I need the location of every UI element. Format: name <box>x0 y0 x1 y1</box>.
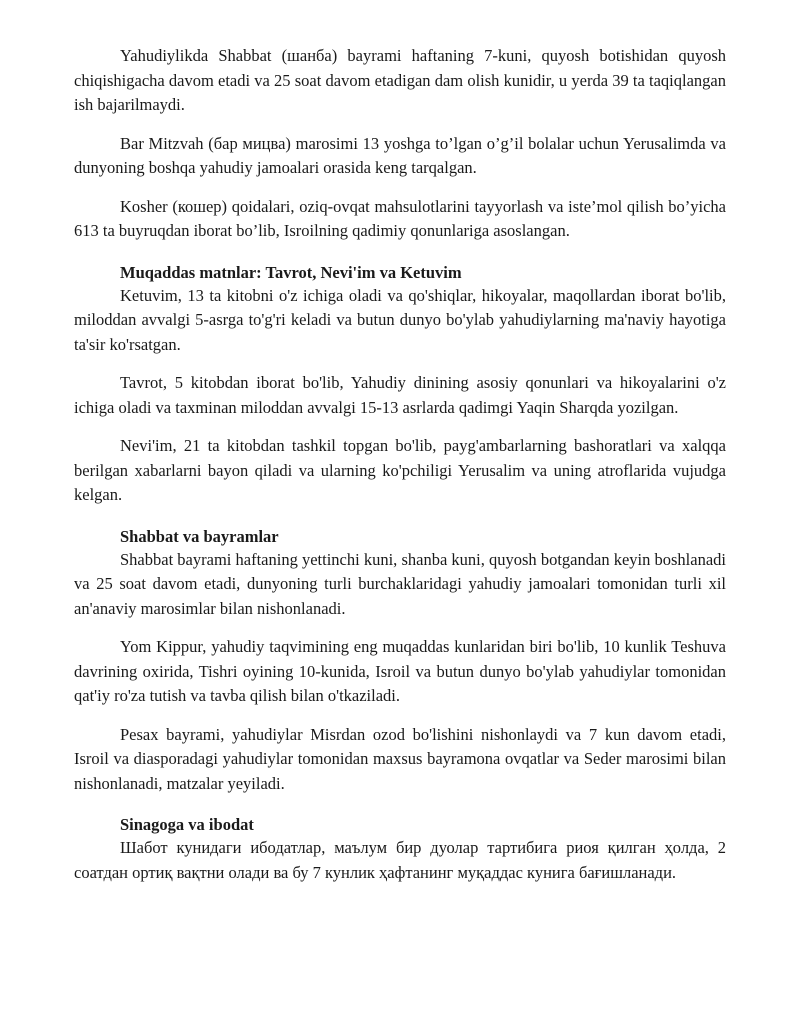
section-heading-sacred-texts: Muqaddas matnlar: Tavrot, Nevi'im va Ketuvim <box>120 262 462 282</box>
paragraph-shabbat-intro: Yahudiylikda Shabbat (шанба) bayrami haftaning 7-kuni, quyosh botishidan quyosh chiqishigacha davom etadi va 25 soat davom etadigan dam olish kunidir, u yerda 39 ta taqiqlangan ish bajarilmaydi. <box>74 46 726 114</box>
paragraph-yom-kippur: Yom Kippur, yahudiy taqvimining eng muqaddas kunlaridan biri bo'lib, 10 kunlik Teshuva davrining oxirida, Tishri oyining 10-kunida, Isroil va butun dunyo bo'ylab yahudiylar tomonidan qat'iy ro'za tutish va tavba qilish bilan o'tkaziladi. <box>74 637 726 705</box>
paragraph-pesax: Pesax bayrami, yahudiylar Misrdan ozod bo'lishini nishonlaydi va 7 kun davom etadi, Isroil va diasporadagi yahudiylar tomonidan maxsus bayramona ovqatlar va Seder marosimi bilan nishonlanadi, matzalar yeyiladi. <box>74 724 726 793</box>
paragraph-tavrot: Tavrot, 5 kitobdan iborat bo'lib, Yahudiy dinining asosiy qonunlari va hikoyalarini o'z ichiga oladi va taxminan miloddan avvalgi 15-13 asrlarda qadimgi Yaqin Sharqda yozilgan. <box>74 373 726 417</box>
sacred-texts-section <box>74 262 726 508</box>
section-heading-shabbat-holidays: Shabbat va bayramlar <box>120 526 279 546</box>
paragraph-bar-mitzvah: Bar Mitzvah (бар мицва) marosimi 13 yoshga to’lgan o’g’il bolalar uchun Yerusalimda va dunyoning boshqa yahudiy jamoalari orasida keng tarqalgan. <box>74 133 726 177</box>
paragraph-shabbat-prayers: Шабот кунидаги ибодатлар, маълум бир дуолар тартибига риоя қилган ҳолда, 2 соатдан ортиқ вақтни олади ва бу 7 кунлик ҳафтанинг муқаддас кунига бағишланади. <box>74 838 726 882</box>
shabbat-holidays-section <box>74 526 726 797</box>
paragraph-neviim: Nevi'im, 21 ta kitobdan tashkil topgan bo'lib, payg'ambarlarning bashoratlari va xalqqa berilgan xabarlarni bayon qiladi va ularning ko'pchiligi Yerusalim va uning atroflarida vujudga kelgan. <box>74 436 726 504</box>
paragraph-ketuvim: Ketuvim, 13 ta kitobni o'z ichiga oladi va qo'shiqlar, hikoyalar, maqollardan iborat bo'lib, miloddan avvalgi 5-asrga to'g'ri keladi va butun dunyo bo'ylab yahudiylarning ma'naviy hayotiga ta'sir ko'rsatgan. <box>74 285 726 354</box>
document-page <box>74 44 726 899</box>
paragraph-shabbat: Shabbat bayrami haftaning yettinchi kuni, shanba kuni, quyosh botgandan keyin boshlanadi va 25 soat davom etadi, dunyoning turli burchaklaridagi yahudiy jamoalari tomonidan turli xil an'anaviy marosimlar bilan nishonlanadi. <box>74 549 726 618</box>
intro-section <box>74 44 726 244</box>
section-heading-synagogue-prayer: Sinagoga va ibodat <box>120 815 254 834</box>
paragraph-kosher: Kosher (кошер) qoidalari, oziq-ovqat mahsulotlarini tayyorlash va iste’mol qilish bo’yicha 613 ta buyruqdan iborat bo’lib, Isroilning qadimiy qonunlariga asoslangan. <box>74 196 726 240</box>
synagogue-prayer-section <box>74 814 726 885</box>
